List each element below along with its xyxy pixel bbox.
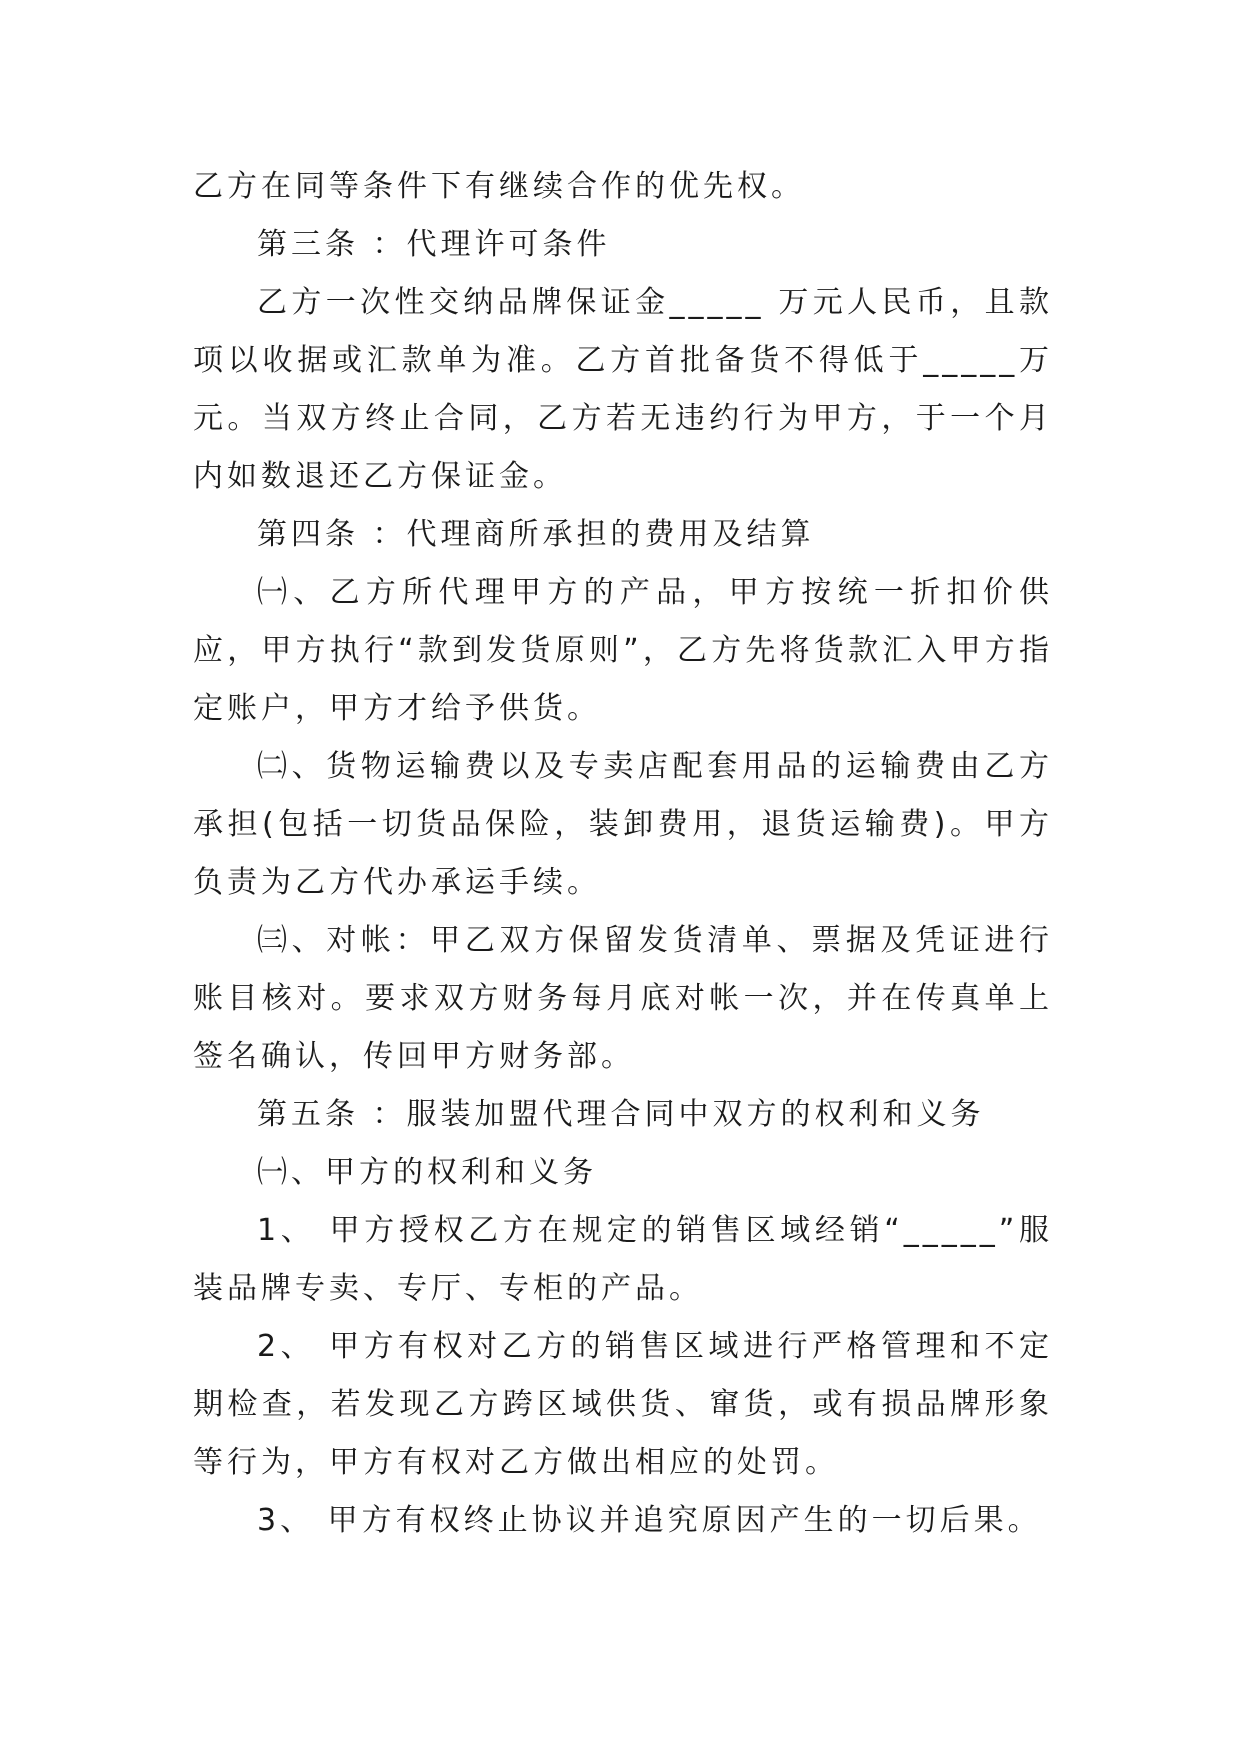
paragraph-5-1-2: 2、 甲方有权对乙方的销售区域进行严格管理和不定期检查，若发现乙方跨区域供货、窜货，或有损品牌形象等行为，甲方有权对乙方做出相应的处罚。 — [193, 1329, 1053, 1480]
paragraph-4-1: ㈠、乙方所代理甲方的产品，甲方按统一折扣价供应，甲方执行“款到发货原则”，乙方先将货款汇入甲方指定账户，甲方才给予供货。 — [193, 575, 1053, 726]
paragraph-5-1-3: 3、 甲方有权终止协议并追究原因产生的一切后果。 — [257, 1503, 1042, 1538]
article-4-heading: 第四条 ：代理商所承担的费用及结算 — [257, 517, 815, 552]
paragraph-0: 乙方在同等条件下有继续合作的优先权。 — [193, 169, 805, 204]
document-body — [193, 158, 1053, 1550]
paragraph-5-1-1: 1、 甲方授权乙方在规定的销售区域经销“_____”服装品牌专卖、专厅、专柜的产品。 — [193, 1213, 1053, 1306]
article-5-heading: 第五条 ：服装加盟代理合同中双方的权利和义务 — [257, 1097, 985, 1132]
paragraph-deposit: 乙方一次性交纳品牌保证金_____ 万元人民币，且款项以收据或汇款单为准。乙方首批备货不得低于_____万元。当双方终止合同，乙方若无违约行为甲方，于一个月内如数退还乙方保证金。 — [193, 285, 1053, 494]
paragraph-5-1-heading: ㈠、甲方的权利和义务 — [257, 1155, 597, 1190]
article-3-heading: 第三条 ：代理许可条件 — [257, 227, 611, 262]
paragraph-4-2: ㈡、货物运输费以及专卖店配套用品的运输费由乙方承担(包括一切货品保险，装卸费用，退货运输费)。甲方负责为乙方代办承运手续。 — [193, 749, 1053, 900]
paragraph-4-3: ㈢、对帐：甲乙双方保留发货清单、票据及凭证进行账目核对。要求双方财务每月底对帐一次，并在传真单上签名确认，传回甲方财务部。 — [193, 923, 1053, 1074]
